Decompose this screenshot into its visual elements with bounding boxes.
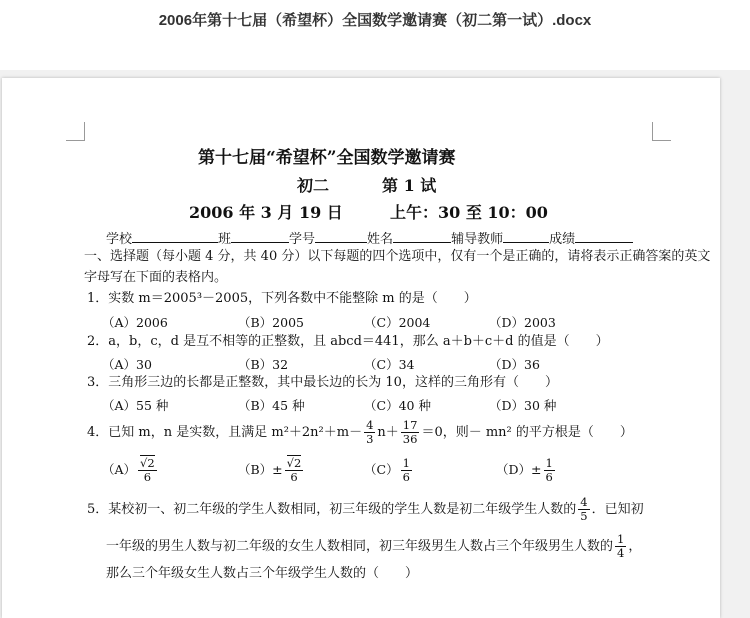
q3-option-c: （C）40 种 bbox=[364, 398, 431, 413]
class-label: 班 bbox=[218, 232, 232, 247]
q4-text-end: ＝0，则－ mn² 的平方根是（ ） bbox=[421, 425, 633, 440]
q5-fraction-4-5: $\frac{4}{5}$ bbox=[580, 495, 588, 523]
question-5-line1: 5．某校初一、初二年级的学生人数相同，初三年级的学生人数是初二年级学生人数的 $\frac{4}{5}$ ．已知初 bbox=[87, 495, 644, 523]
q1-option-a: （A）2006 bbox=[102, 315, 168, 330]
grade-label: 初二 bbox=[297, 176, 330, 195]
q4-option-c: （C） $\frac{1}{6}$ bbox=[364, 456, 410, 484]
name-blank bbox=[393, 230, 451, 243]
crop-mark-top-right bbox=[652, 122, 671, 141]
q4-text-start: 4．已知 m，n 是实数，且满足 m²＋2n²＋m－ bbox=[87, 425, 363, 440]
class-blank bbox=[231, 230, 289, 243]
question-4 bbox=[87, 416, 633, 450]
q3-option-a: （A）55 种 bbox=[102, 398, 169, 413]
question-3: 3．三角形三边的长都是正整数，其中最长边的长为 10，这样的三角形有（ ） bbox=[87, 375, 558, 390]
q4-fraction-4-3: $\frac{4}{3}$ bbox=[366, 418, 374, 446]
q4-fraction-17-36: $\frac{17}{36}$ bbox=[402, 418, 418, 446]
round-label: 第 1 试 bbox=[382, 176, 437, 195]
q3-option-b: （B）45 种 bbox=[238, 398, 305, 413]
info-form-row bbox=[106, 230, 633, 248]
q2-option-b: （B）32 bbox=[238, 357, 289, 372]
exam-time: 上午：30 至 10：00 bbox=[390, 203, 548, 222]
q4-option-b: （B）± $\frac{√2}{6}$ bbox=[238, 456, 302, 484]
score-blank bbox=[575, 230, 633, 243]
q2-option-a: （A）30 bbox=[102, 357, 152, 372]
sqrt2-over-6: $\frac{√2}{6}$ bbox=[140, 456, 155, 484]
q4-text-mid: n＋ bbox=[377, 425, 399, 440]
q1-option-b: （B）2005 bbox=[238, 315, 304, 330]
q3-option-d: （D）30 种 bbox=[489, 398, 557, 413]
file-title-bar bbox=[0, 0, 750, 70]
q4-option-d: （D）± $\frac{1}{6}$ bbox=[496, 456, 553, 484]
document-page bbox=[2, 78, 720, 618]
question-1: 1．实数 m＝2005³－2005，下列各数中不能整除 m 的是（ ） bbox=[87, 291, 477, 306]
question-5-line2: 一年级的男生人数与初二年级的女生人数相同，初三年级男生人数占三个年级男生人数的 $\frac{1}{4}$ ， bbox=[106, 532, 642, 560]
q2-option-c: （C）34 bbox=[364, 357, 415, 372]
student-id-label: 学号 bbox=[289, 232, 316, 247]
q1-option-d: （D）2003 bbox=[489, 315, 556, 330]
section-instructions-line2: 字母写在下面的表格内。 bbox=[84, 270, 228, 285]
q2-option-d: （D）36 bbox=[489, 357, 540, 372]
crop-mark-top-left bbox=[66, 122, 85, 141]
teacher-blank bbox=[503, 230, 549, 243]
section-instructions-line1: 一、选择题（每小题 4 分，共 40 分）以下每题的四个选项中，仅有一个是正确的，请将表示正确答案的英文 bbox=[84, 249, 711, 264]
exam-date: 2006 年 3 月 19 日 bbox=[189, 203, 343, 222]
question-2: 2．a，b，c，d 是互不相等的正整数，且 abcd＝441，那么 a＋b＋c＋d 的值是（ ） bbox=[87, 334, 609, 349]
sqrt2-over-6: $\frac{√2}{6}$ bbox=[286, 456, 302, 484]
doc-title: 第十七届“希望杯”全国数学邀请赛 bbox=[198, 148, 456, 168]
file-name: 2006年第十七届（希望杯）全国数学邀请赛（初二第一试）.docx bbox=[158, 12, 592, 29]
question-5-line3: 那么三个年级女生人数占三个年级学生人数的（ ） bbox=[106, 566, 419, 581]
student-id-blank bbox=[315, 230, 367, 243]
name-label: 姓名 bbox=[367, 232, 394, 247]
school-blank bbox=[132, 230, 218, 243]
q1-option-c: （C）2004 bbox=[364, 315, 431, 330]
score-label: 成绩 bbox=[549, 232, 576, 247]
q4-option-a: （A） $\frac{√2}{6}$ bbox=[102, 456, 155, 484]
school-label: 学校 bbox=[106, 232, 133, 247]
teacher-label: 辅导教师 bbox=[451, 232, 504, 247]
q5-fraction-1-4: $\frac{1}{4}$ bbox=[617, 532, 625, 560]
one-over-6: $\frac{1}{6}$ bbox=[545, 456, 553, 484]
one-over-6: $\frac{1}{6}$ bbox=[402, 456, 410, 484]
